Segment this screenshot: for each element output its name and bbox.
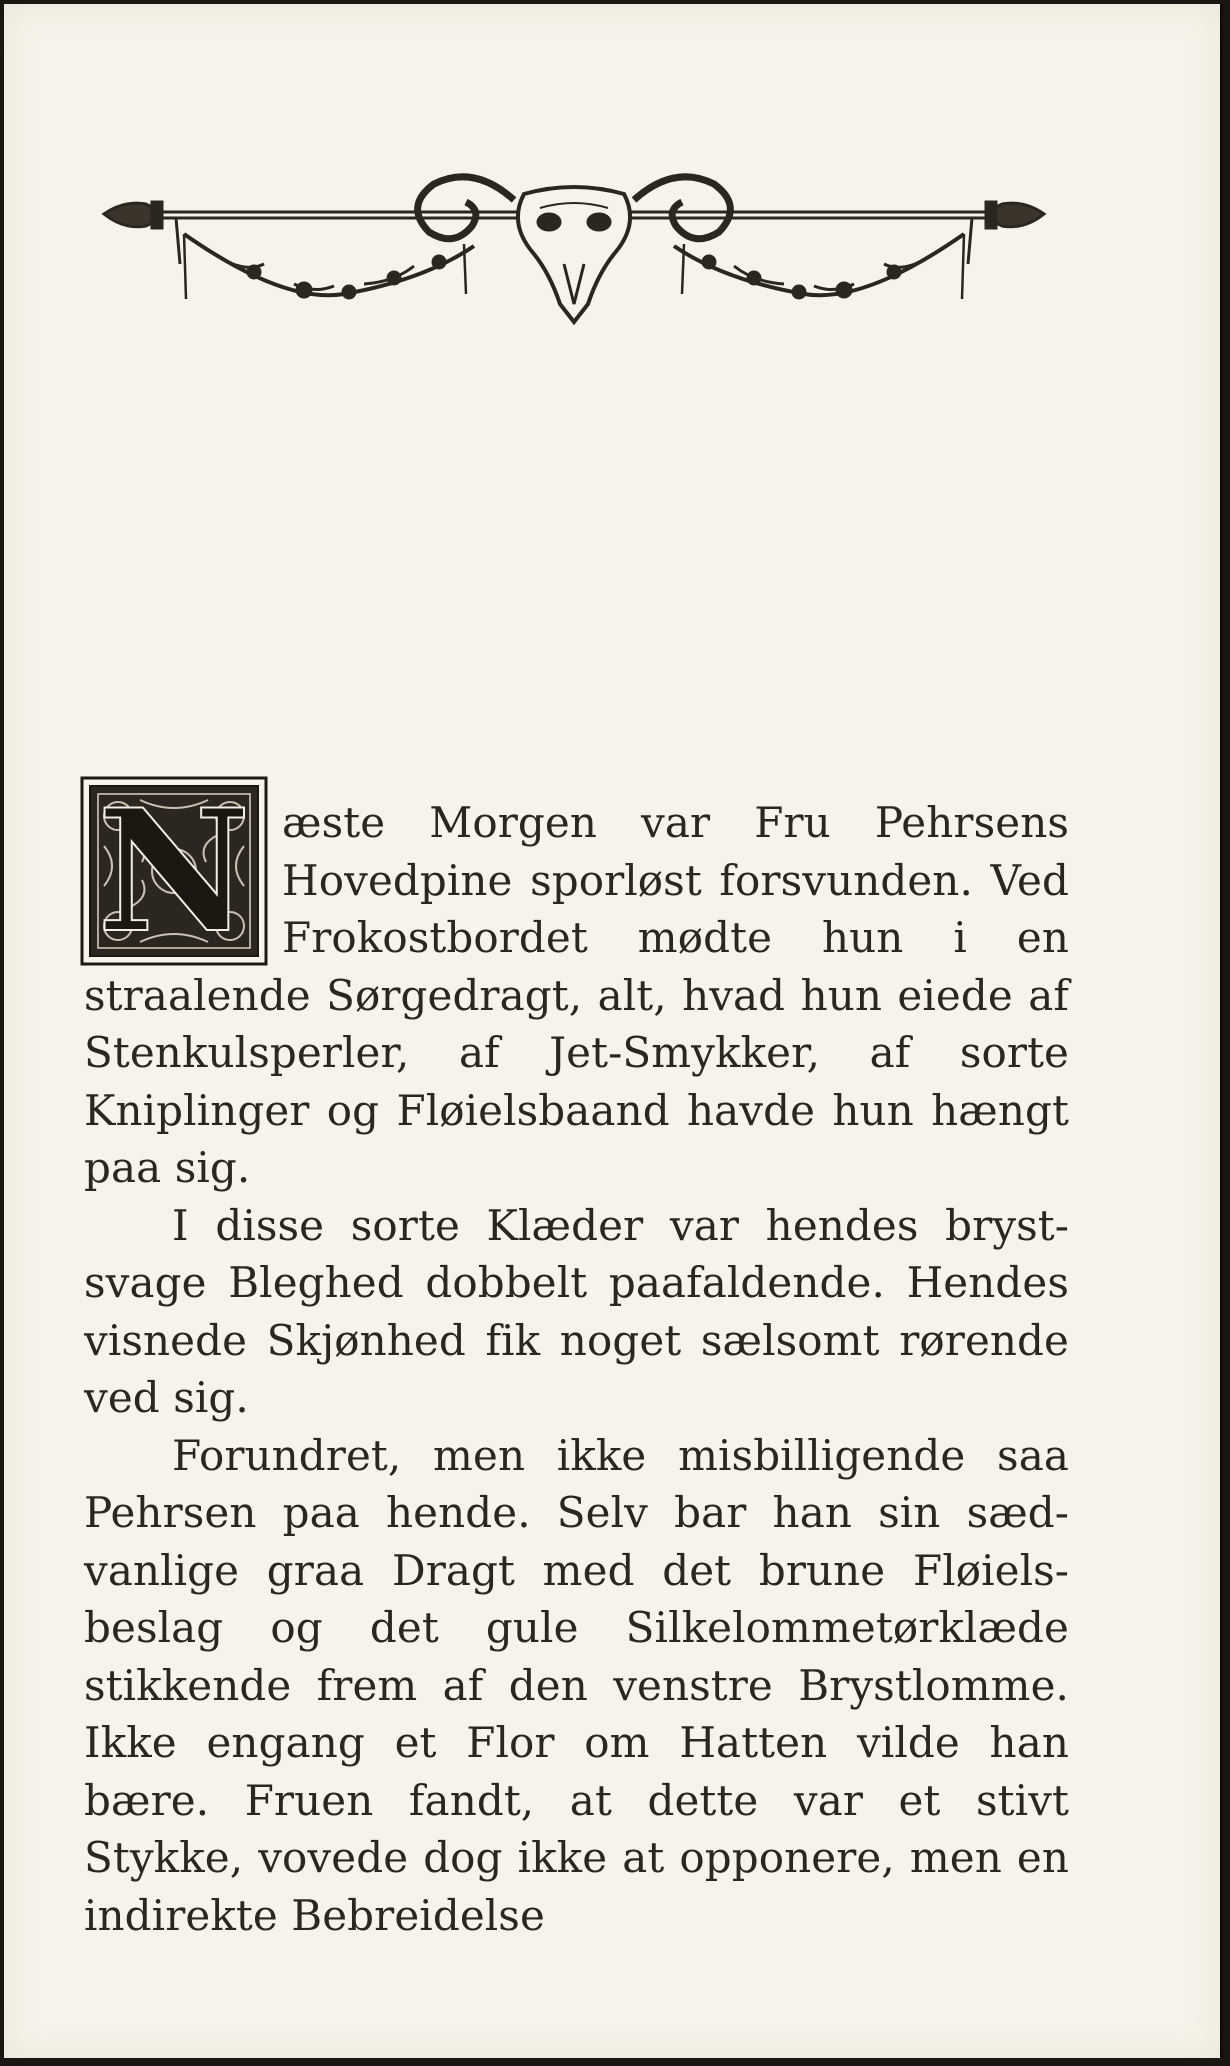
- body-text: [84, 772, 1069, 1944]
- drop-cap: [80, 772, 268, 970]
- paragraph-1: æste Morgen var Fru Pehrsens Hovedpine sporløst forsvunden. Ved Frokostbordet mødte hun i en straalende Sørgedragt, alt, hvad hun eiede af Stenkulsperler, af Jet-Smykker, af sorte Kniplinger og Fløielsbaand havde hun hængt paa sig.: [84, 798, 1069, 1192]
- book-page: [4, 4, 1223, 2058]
- drop-cap-letter: N: [97, 772, 251, 970]
- paragraph-2: I disse sorte Klæder var hendes brystsvage Bleghed dobbelt paafaldende. Hendes visnede Skjønhed fik noget sælsomt rørende ved sig.: [84, 1200, 1069, 1422]
- paragraph-3: Forundret, men ikke misbilligende saa Pehrsen paa hende. Selv bar han sin sædvanlige graa Dragt med det brune Fløielsbeslag og det gule Silkelommetørklæde stikkende frem af den venstre Brystlomme. Ikke engang et Flor om Hatten vilde han bære. Fruen fandt, at dette var et stivt Stykke, vovede dog ikke at opponere, men en indirekte Bebreidelse: [84, 1430, 1069, 1940]
- ram-skull-ornament-icon: [94, 154, 1054, 334]
